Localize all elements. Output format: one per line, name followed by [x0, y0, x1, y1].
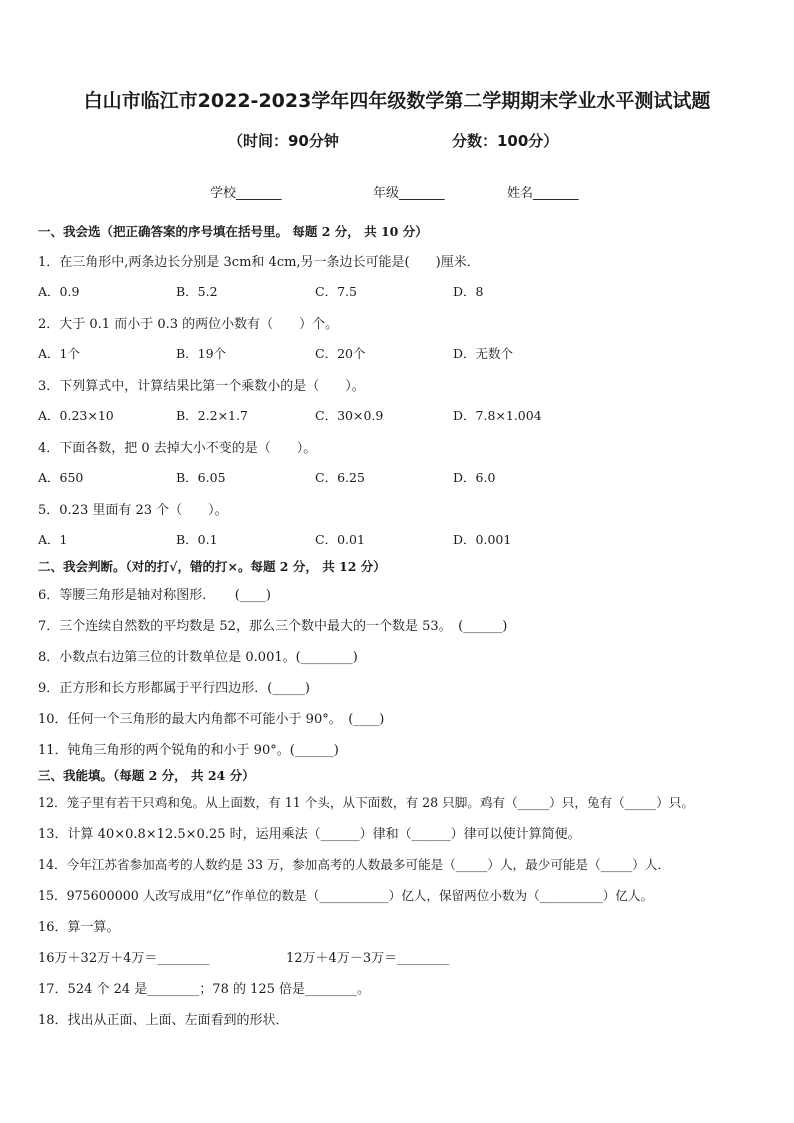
q5-option-c: C．0.01 — [315, 532, 365, 547]
question-6: 6．等腰三角形是轴对称图形． (____) — [38, 588, 271, 603]
page-title: 白山市临江市2022-2023学年四年级数学第二学期期末学业水平测试试题 — [83, 90, 711, 112]
question-1: 1．在三角形中,两条边长分别是 3cm和 4cm,另一条边长可能是( )厘米． — [38, 255, 480, 270]
exam-score: 分数：100分） — [452, 132, 559, 150]
section-heading-2: 二、我会判断。（对的打√，错的打×。每题 2 分， 共 12 分） — [38, 559, 386, 574]
grade-field: 年级_______ — [373, 186, 445, 201]
question-16-expression-b: 12万＋4万－3万＝________ — [286, 951, 450, 966]
question-15: 15．975600000 人改写成用“亿”作单位的数是（___________）亿人，保留两位小数为（__________）亿人。 — [38, 888, 654, 903]
question-5: 5．0.23 里面有 23 个（ ）。 — [38, 503, 228, 518]
q1-option-a: A．0.9 — [38, 284, 80, 299]
name-field: 姓名_______ — [507, 186, 579, 201]
q2-option-c: C．20个 — [315, 346, 366, 361]
q3-option-a: A．0.23×10 — [38, 408, 114, 423]
question-8: 8．小数点右边第三位的计数单位是 0.001。(________) — [38, 650, 358, 665]
q5-option-a: A．1 — [38, 532, 68, 547]
q5-option-d: D．0.001 — [453, 532, 512, 547]
q3-option-d: D．7.8×1.004 — [453, 408, 542, 423]
section-heading-3: 三、我能填。（每题 2 分， 共 24 分） — [38, 768, 255, 783]
q5-option-b: B．0.1 — [176, 532, 218, 547]
q1-option-c: C．7.5 — [315, 284, 357, 299]
question-7: 7．三个连续自然数的平均数是 52，那么三个数中最大的一个数是 53。 (______) — [38, 619, 508, 634]
question-14: 14．今年江苏省参加高考的人数约是 33 万，参加高考的人数最多可能是（_____）人，最少可能是（_____）人． — [38, 857, 670, 872]
school-field: 学校_______ — [210, 186, 282, 201]
exam-time: （时间：90分钟 — [228, 132, 339, 150]
question-12: 12．笼子里有若干只鸡和兔。从上面数，有 11 个头，从下面数，有 28 只脚。鸡有（_____）只，兔有（_____）只。 — [38, 795, 694, 810]
question-4: 4．下面各数，把 0 去掉大小不变的是（ ）。 — [38, 441, 317, 456]
q1-option-d: D．8 — [453, 284, 484, 299]
question-17: 17．524 个 24 是________；78 的 125 倍是________。 — [38, 982, 371, 997]
q2-option-b: B．19个 — [176, 346, 227, 361]
q2-option-a: A．1个 — [38, 346, 80, 361]
question-3: 3．下列算式中，计算结果比第一个乘数小的是（ ）。 — [38, 379, 365, 394]
q4-option-c: C．6.25 — [315, 470, 365, 485]
question-10: 10．任何一个三角形的最大内角都不可能小于 90°。 (____) — [38, 712, 385, 727]
question-2: 2．大于 0.1 而小于 0.3 的两位小数有（ ）个。 — [38, 317, 339, 332]
question-9: 9．正方形和长方形都属于平行四边形．(_____) — [38, 681, 310, 696]
question-16: 16．算一算。 — [38, 920, 120, 935]
question-16-expression-a: 16万＋32万＋4万＝________ — [38, 951, 210, 966]
q4-option-a: A．650 — [38, 470, 84, 485]
q2-option-d: D．无数个 — [453, 346, 514, 361]
section-heading-1: 一、我会选（把正确答案的序号填在括号里。 每题 2 分， 共 10 分） — [38, 224, 428, 239]
q4-option-b: B．6.05 — [176, 470, 226, 485]
question-18: 18．找出从正面、上面、左面看到的形状． — [38, 1013, 289, 1028]
q3-option-c: C．30×0.9 — [315, 408, 384, 423]
question-11: 11．钝角三角形的两个锐角的和小于 90°。(______) — [38, 743, 339, 758]
q4-option-d: D．6.0 — [453, 470, 496, 485]
q1-option-b: B．5.2 — [176, 284, 218, 299]
question-13: 13．计算 40×0.8×12.5×0.25 时，运用乘法（______）律和（______）律可以使计算简便。 — [38, 827, 581, 842]
q3-option-b: B．2.2×1.7 — [176, 408, 248, 423]
